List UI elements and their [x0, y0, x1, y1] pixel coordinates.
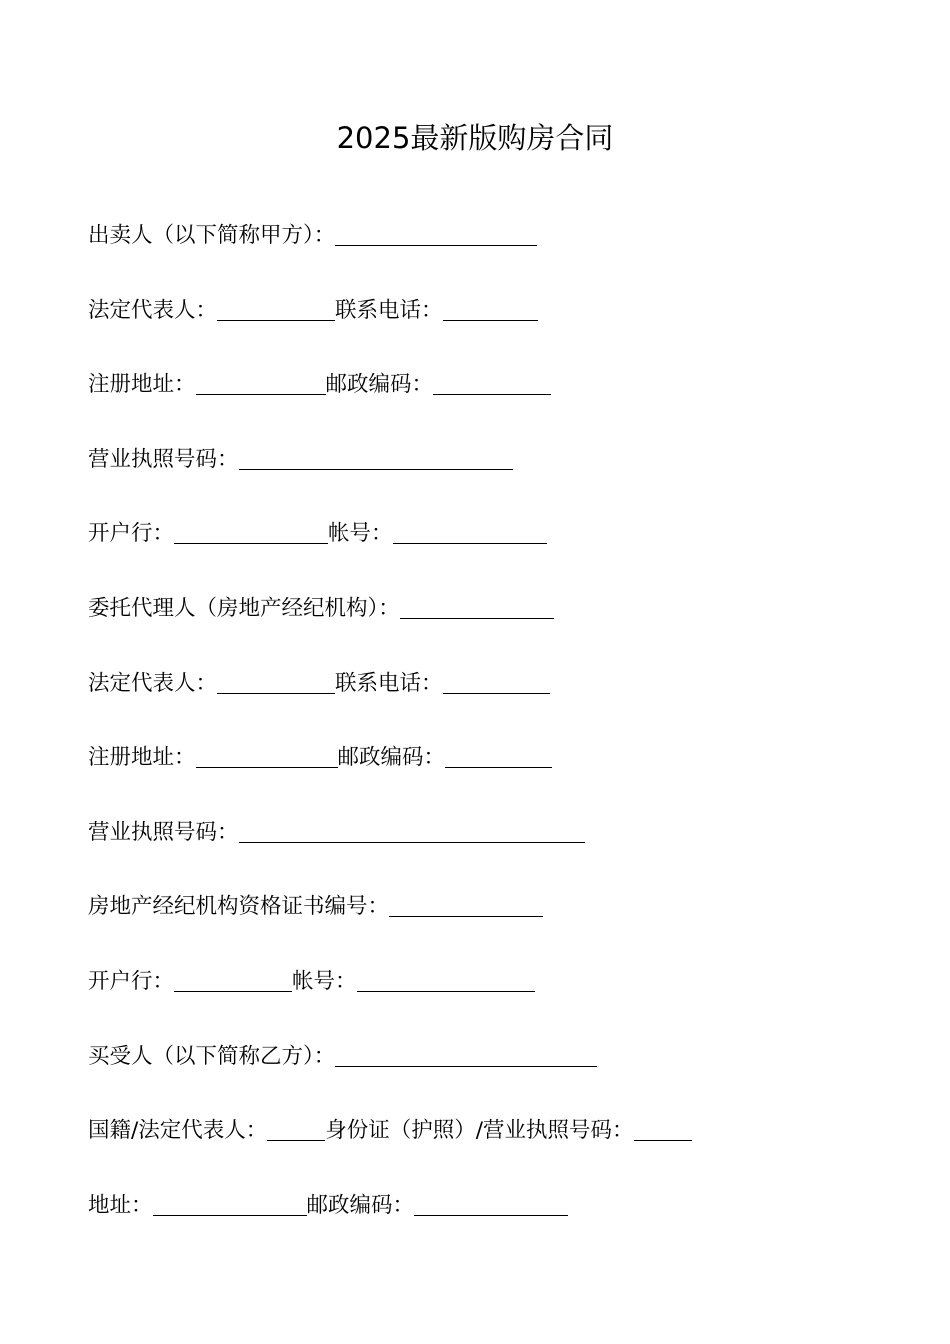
field-line	[88, 964, 888, 1039]
fill-in-blank[interactable]	[196, 368, 326, 395]
field-label: 帐号：	[292, 968, 357, 994]
field-label: 开户行：	[88, 521, 175, 547]
fill-in-blank[interactable]	[174, 517, 328, 544]
fill-in-blank[interactable]	[196, 741, 338, 768]
field-label: 营业执照号码：	[88, 819, 239, 845]
fill-in-blank[interactable]	[443, 294, 538, 321]
field-label: 国籍/法定代表人：	[88, 1118, 268, 1144]
fill-in-blank[interactable]	[414, 1189, 568, 1216]
fill-in-blank[interactable]	[267, 1114, 325, 1141]
fill-in-blank[interactable]	[393, 517, 547, 544]
field-line	[88, 1188, 888, 1263]
field-line	[88, 293, 888, 368]
document-title: 2025最新版购房合同	[336, 121, 614, 155]
fill-in-blank[interactable]	[239, 443, 513, 470]
field-label: 邮政编码：	[306, 1192, 415, 1218]
field-label: 身份证（护照）/营业执照号码：	[325, 1118, 634, 1144]
fill-in-blank[interactable]	[174, 965, 292, 992]
fill-in-blank[interactable]	[634, 1114, 692, 1141]
field-line	[88, 367, 888, 442]
fill-in-blank[interactable]	[400, 592, 554, 619]
field-label: 邮政编码：	[325, 372, 434, 398]
field-label: 联系电话：	[335, 670, 443, 696]
fill-in-blank[interactable]	[445, 741, 552, 768]
field-label: 注册地址：	[88, 745, 196, 771]
field-label: 帐号：	[328, 521, 393, 547]
fill-in-blank[interactable]	[357, 965, 535, 992]
fill-in-blank[interactable]	[389, 890, 543, 917]
field-label: 房地产经纪机构资格证书编号：	[88, 894, 390, 920]
field-label: 买受人（以下简称乙方）：	[88, 1043, 336, 1069]
field-label: 邮政编码：	[337, 745, 446, 771]
field-line	[88, 516, 888, 591]
field-line	[88, 889, 888, 964]
field-label: 地址：	[88, 1192, 153, 1218]
field-line	[88, 1039, 888, 1114]
field-label: 出卖人（以下简称甲方）：	[88, 223, 336, 248]
field-label: 注册地址：	[88, 372, 196, 398]
field-line	[88, 666, 888, 741]
field-label: 法定代表人：	[88, 670, 218, 696]
field-line	[88, 740, 888, 815]
field-line	[88, 815, 888, 890]
fill-in-blank[interactable]	[335, 1040, 597, 1067]
field-line	[88, 218, 888, 293]
field-line	[88, 442, 888, 517]
contract-fields	[88, 218, 888, 1262]
field-line	[88, 591, 888, 666]
field-label: 开户行：	[88, 968, 175, 994]
fill-in-blank[interactable]	[217, 294, 335, 321]
field-label: 营业执照号码：	[88, 446, 239, 472]
fill-in-blank[interactable]	[239, 816, 585, 843]
fill-in-blank[interactable]	[433, 368, 551, 395]
field-label: 委托代理人（房地产经纪机构）：	[88, 595, 400, 621]
field-label: 联系电话：	[335, 297, 443, 323]
fill-in-blank[interactable]	[153, 1189, 307, 1216]
fill-in-blank[interactable]	[335, 219, 537, 246]
field-label: 法定代表人：	[88, 297, 218, 323]
fill-in-blank[interactable]	[443, 667, 550, 694]
field-line	[88, 1113, 888, 1188]
fill-in-blank[interactable]	[217, 667, 335, 694]
